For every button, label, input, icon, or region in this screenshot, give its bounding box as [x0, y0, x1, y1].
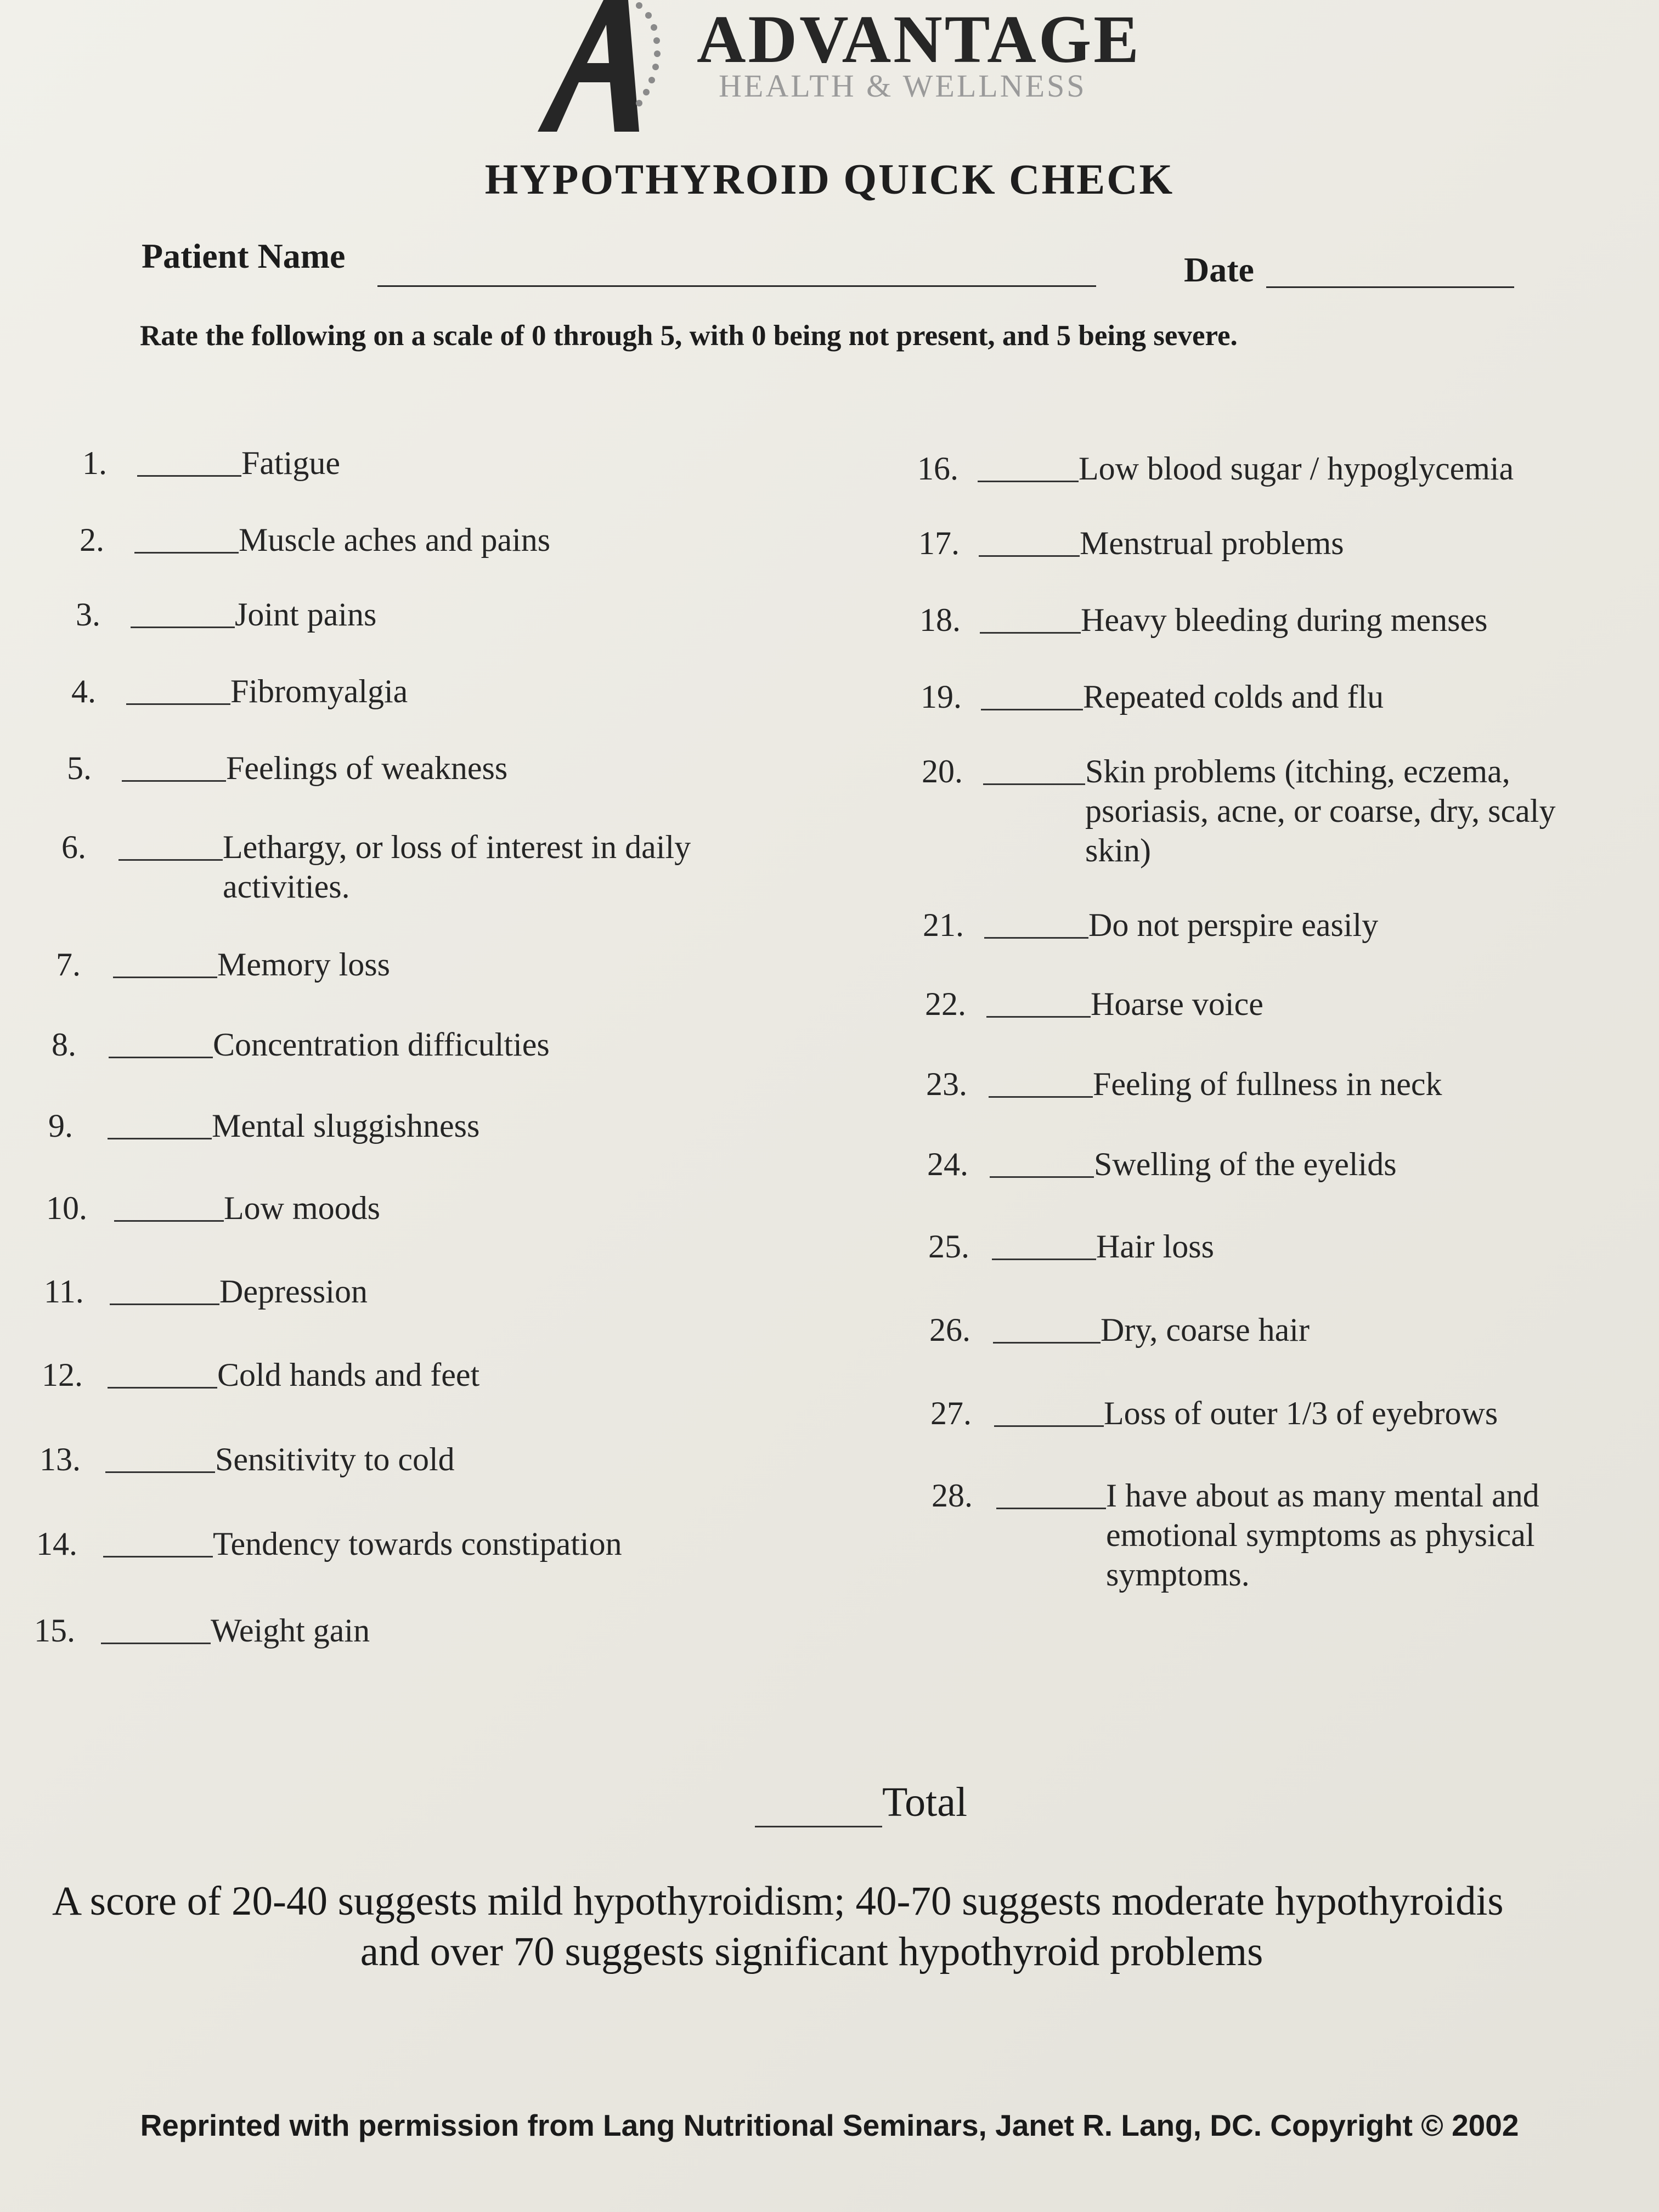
item-number: 21. — [923, 907, 964, 943]
rating-blank-8[interactable] — [109, 1057, 213, 1058]
item-label: Mental sluggishness — [212, 1108, 480, 1144]
item-label: Menstrual problems — [1080, 525, 1344, 561]
item-label: Skin problems (itching, eczema, psoriasis, acne, or coarse, dry, scaly skin) — [1085, 753, 1556, 868]
item-number: 27. — [930, 1395, 972, 1431]
rating-blank-13[interactable] — [105, 1471, 215, 1473]
item-label: Depression — [219, 1273, 368, 1310]
copyright-footer: Reprinted with permission from Lang Nutritional Seminars, Janet R. Lang, DC. Copyright © 2002 — [140, 2108, 1519, 2142]
item-number: 20. — [922, 753, 963, 789]
item-label: Hoarse voice — [1091, 986, 1263, 1022]
letter-a-logo-icon — [527, 0, 686, 137]
item-number: 3. — [76, 596, 100, 633]
item-label: Feelings of weakness — [226, 750, 508, 786]
item-label: Joint pains — [235, 596, 377, 633]
rating-blank-1[interactable] — [137, 475, 241, 477]
date-field[interactable] — [1266, 286, 1514, 288]
rating-blank-5[interactable] — [122, 780, 226, 782]
item-number: 9. — [48, 1108, 73, 1144]
item-number: 15. — [34, 1612, 75, 1649]
item-number: 17. — [918, 525, 960, 561]
item-number: 24. — [927, 1146, 968, 1182]
rating-blank-19[interactable] — [981, 709, 1083, 710]
item-label: Do not perspire easily — [1088, 907, 1379, 943]
score-line-2: and over 70 suggests significant hypothyroid problems — [360, 1929, 1263, 1974]
rating-blank-15[interactable] — [101, 1643, 211, 1644]
item-label: Heavy bleeding during menses — [1081, 602, 1488, 638]
rating-blank-9[interactable] — [108, 1138, 212, 1139]
item-label: Hair loss — [1096, 1228, 1214, 1265]
rating-blank-3[interactable] — [131, 627, 235, 628]
item-number: 16. — [917, 450, 958, 487]
item-label: Fibromyalgia — [230, 673, 408, 709]
instructions: Rate the following on a scale of 0 through 5, with 0 being not present, and 5 being severe. — [140, 320, 1238, 352]
item-number: 26. — [929, 1312, 970, 1348]
item-number: 13. — [40, 1441, 81, 1477]
item-label: Low moods — [224, 1190, 380, 1226]
item-label: Tendency towards constipation — [213, 1526, 622, 1562]
patient-name-field[interactable] — [377, 285, 1096, 287]
total-field[interactable] — [755, 1826, 882, 1827]
rating-blank-21[interactable] — [984, 937, 1088, 939]
item-label: Muscle aches and pains — [239, 522, 551, 558]
item-number: 4. — [71, 673, 96, 709]
rating-blank-10[interactable] — [114, 1220, 224, 1222]
item-label: Sensitivity to cold — [215, 1441, 455, 1477]
item-number: 18. — [919, 602, 961, 638]
item-label: Low blood sugar / hypoglycemia — [1079, 450, 1514, 487]
rating-blank-25[interactable] — [992, 1259, 1096, 1260]
rating-blank-22[interactable] — [986, 1016, 1091, 1018]
item-label: Loss of outer 1/3 of eyebrows — [1104, 1395, 1498, 1431]
rating-blank-20[interactable] — [983, 783, 1085, 785]
item-number: 19. — [921, 679, 962, 715]
rating-blank-12[interactable] — [108, 1387, 217, 1389]
item-label: Repeated colds and flu — [1083, 679, 1384, 715]
item-number: 14. — [36, 1526, 77, 1562]
logo-subtitle: HEALTH & WELLNESS — [719, 68, 1087, 104]
advantage-logo — [527, 0, 1185, 143]
rating-blank-14[interactable] — [103, 1556, 213, 1558]
rating-blank-2[interactable] — [134, 552, 239, 554]
item-label: Lethargy, or loss of interest in daily activities. — [223, 829, 691, 905]
date-label: Date — [1184, 250, 1254, 289]
rating-blank-7[interactable] — [113, 977, 217, 978]
item-number: 5. — [67, 750, 92, 786]
item-number: 25. — [928, 1228, 969, 1265]
item-number: 11. — [44, 1273, 84, 1310]
item-label: Dry, coarse hair — [1101, 1312, 1310, 1348]
score-line-1: A score of 20-40 suggests mild hypothyroidism; 40-70 suggests moderate hypothyroidis — [52, 1878, 1504, 1924]
item-number: 2. — [80, 522, 104, 558]
item-number: 7. — [56, 946, 81, 983]
rating-blank-27[interactable] — [994, 1425, 1104, 1427]
rating-blank-4[interactable] — [126, 703, 230, 705]
item-number: 28. — [932, 1477, 973, 1514]
patient-name-label: Patient Name — [142, 236, 346, 275]
logo-wordmark: ADVANTAGE — [697, 2, 1141, 77]
item-number: 1. — [82, 445, 107, 481]
item-number: 10. — [46, 1190, 87, 1226]
rating-blank-28[interactable] — [996, 1508, 1106, 1509]
rating-blank-11[interactable] — [110, 1304, 219, 1305]
rating-blank-16[interactable] — [978, 481, 1079, 482]
item-number: 22. — [925, 986, 966, 1022]
item-number: 23. — [926, 1066, 967, 1102]
rating-blank-23[interactable] — [989, 1096, 1093, 1098]
rating-blank-17[interactable] — [979, 555, 1080, 557]
item-label: Memory loss — [217, 946, 390, 983]
rating-blank-26[interactable] — [993, 1342, 1101, 1344]
item-label: I have about as many mental and emotional symptoms as physical symptoms. — [1106, 1477, 1539, 1593]
item-number: 6. — [61, 829, 86, 865]
item-label: Concentration difficulties — [213, 1026, 550, 1063]
item-label: Swelling of the eyelids — [1094, 1146, 1397, 1182]
rating-blank-18[interactable] — [980, 632, 1081, 634]
rating-blank-24[interactable] — [990, 1176, 1094, 1178]
item-label: Fatigue — [241, 445, 340, 481]
rating-blank-6[interactable] — [119, 859, 223, 861]
item-label: Cold hands and feet — [217, 1357, 480, 1393]
form-title: HYPOTHYROID QUICK CHECK — [484, 155, 1175, 203]
item-number: 8. — [52, 1026, 76, 1063]
item-number: 12. — [42, 1357, 83, 1393]
item-label: Feeling of fullness in neck — [1093, 1066, 1442, 1102]
score-interpretation — [52, 1876, 1659, 1977]
total-label: Total — [882, 1779, 968, 1825]
item-label: Weight gain — [211, 1612, 370, 1649]
